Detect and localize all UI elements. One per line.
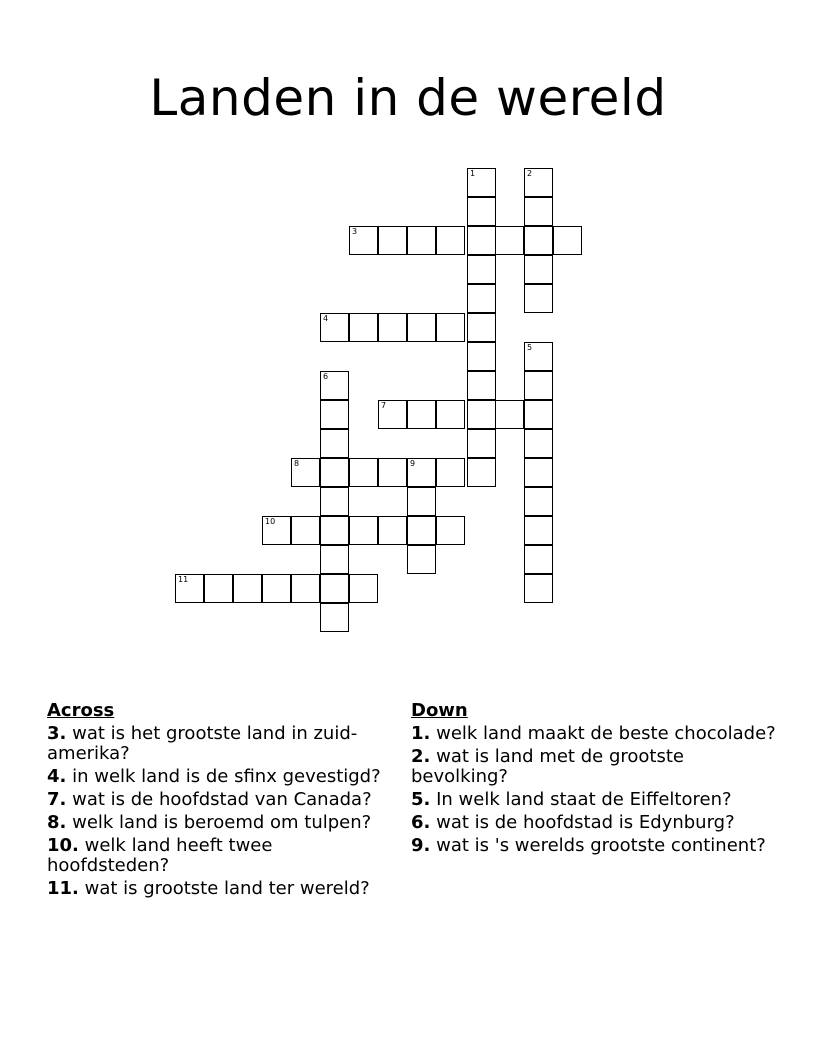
grid-cell[interactable] xyxy=(378,516,407,545)
down-heading: Down xyxy=(411,700,468,721)
clue-text: wat is 's werelds grootste continent? xyxy=(436,835,766,856)
grid-cell[interactable] xyxy=(524,516,553,545)
clue-number: 1. xyxy=(411,723,431,744)
clue-number-label: 7 xyxy=(381,401,387,410)
clue-text: welk land is beroemd om tulpen? xyxy=(72,812,372,833)
grid-cell[interactable] xyxy=(407,487,436,516)
across-clues xyxy=(47,700,392,902)
clue-number-label: 5 xyxy=(527,343,533,352)
grid-cell[interactable] xyxy=(524,574,553,603)
clue-number: 5. xyxy=(411,789,431,810)
clue-number-label: 4 xyxy=(323,314,329,323)
grid-cell[interactable] xyxy=(349,516,378,545)
clue-number: 4. xyxy=(47,766,67,787)
clue-number-label: 8 xyxy=(294,459,300,468)
clue-number-label: 11 xyxy=(178,575,189,584)
grid-cell[interactable] xyxy=(436,516,465,545)
grid-cell[interactable] xyxy=(436,458,465,487)
grid-cell[interactable] xyxy=(378,458,407,487)
clue-number-label: 1 xyxy=(470,169,476,178)
grid-cell[interactable] xyxy=(262,574,291,603)
clue-number: 8. xyxy=(47,812,67,833)
grid-cell[interactable] xyxy=(467,168,496,197)
grid-cell[interactable] xyxy=(436,400,465,429)
grid-cell[interactable] xyxy=(495,226,524,255)
grid-cell[interactable] xyxy=(524,342,553,371)
clue-number-label: 3 xyxy=(352,227,358,236)
clue-text: wat is grootste land ter wereld? xyxy=(84,878,370,899)
down-clues xyxy=(411,700,781,859)
grid-cell[interactable] xyxy=(407,400,436,429)
clue-number-label: 9 xyxy=(410,459,416,468)
grid-cell[interactable] xyxy=(291,458,320,487)
grid-cell[interactable] xyxy=(320,458,349,487)
grid-cell[interactable] xyxy=(349,458,378,487)
grid-cell[interactable] xyxy=(320,545,349,574)
grid-cell[interactable] xyxy=(175,574,204,603)
across-clue xyxy=(47,790,392,810)
clue-text: In welk land staat de Eiffeltoren? xyxy=(436,789,732,810)
grid-cell[interactable] xyxy=(467,429,496,458)
grid-cell[interactable] xyxy=(436,226,465,255)
grid-cell[interactable] xyxy=(378,313,407,342)
grid-cell[interactable] xyxy=(553,226,582,255)
across-clue xyxy=(47,724,392,764)
grid-cell[interactable] xyxy=(436,313,465,342)
grid-cell[interactable] xyxy=(524,226,553,255)
clue-number-label: 10 xyxy=(265,517,276,526)
clue-number: 6. xyxy=(411,812,431,833)
across-clue xyxy=(47,879,392,899)
grid-cell[interactable] xyxy=(320,371,349,400)
clue-text: in welk land is de sfinx gevestigd? xyxy=(72,766,381,787)
down-clue xyxy=(411,836,781,856)
grid-cell[interactable] xyxy=(407,226,436,255)
grid-cell[interactable] xyxy=(495,400,524,429)
grid-cell[interactable] xyxy=(378,226,407,255)
grid-cell[interactable] xyxy=(262,516,291,545)
grid-cell[interactable] xyxy=(320,574,349,603)
grid-cell[interactable] xyxy=(524,371,553,400)
grid-cell[interactable] xyxy=(320,400,349,429)
grid-cell[interactable] xyxy=(467,400,496,429)
across-heading: Across xyxy=(47,700,115,721)
grid-cell[interactable] xyxy=(320,313,349,342)
clue-text: welk land heeft twee hoofdsteden? xyxy=(47,835,273,876)
grid-cell[interactable] xyxy=(524,400,553,429)
clue-number: 9. xyxy=(411,835,431,856)
grid-cell[interactable] xyxy=(378,400,407,429)
grid-cell[interactable] xyxy=(467,313,496,342)
clue-number: 11. xyxy=(47,878,79,899)
down-clue xyxy=(411,724,781,744)
grid-cell[interactable] xyxy=(291,574,320,603)
grid-cell[interactable] xyxy=(524,487,553,516)
grid-cell[interactable] xyxy=(524,284,553,313)
clue-text: wat is de hoofdstad van Canada? xyxy=(72,789,372,810)
grid-cell[interactable] xyxy=(291,516,320,545)
grid-cell[interactable] xyxy=(320,516,349,545)
grid-cell[interactable] xyxy=(407,458,436,487)
grid-cell[interactable] xyxy=(349,313,378,342)
grid-cell[interactable] xyxy=(467,371,496,400)
across-clue xyxy=(47,813,392,833)
grid-cell[interactable] xyxy=(349,574,378,603)
grid-cell[interactable] xyxy=(524,197,553,226)
down-clue xyxy=(411,747,781,787)
clue-number: 10. xyxy=(47,835,79,856)
grid-cell[interactable] xyxy=(524,458,553,487)
grid-cell[interactable] xyxy=(467,284,496,313)
down-clue xyxy=(411,790,781,810)
page-title: Landen in de wereld xyxy=(149,68,667,127)
grid-cell[interactable] xyxy=(467,197,496,226)
grid-cell[interactable] xyxy=(407,545,436,574)
across-clue xyxy=(47,767,392,787)
clue-text: wat is land met de grootste bevolking? xyxy=(411,746,684,787)
grid-cell[interactable] xyxy=(349,226,378,255)
grid-cell[interactable] xyxy=(320,429,349,458)
grid-cell[interactable] xyxy=(320,487,349,516)
grid-cell[interactable] xyxy=(467,255,496,284)
clue-number-label: 6 xyxy=(323,372,329,381)
grid-cell[interactable] xyxy=(524,168,553,197)
clue-number-label: 2 xyxy=(527,169,533,178)
down-clue xyxy=(411,813,781,833)
across-clue xyxy=(47,836,392,876)
grid-cell[interactable] xyxy=(407,516,436,545)
grid-cell[interactable] xyxy=(524,545,553,574)
grid-cell[interactable] xyxy=(467,226,496,255)
grid-cell[interactable] xyxy=(233,574,262,603)
clue-number: 7. xyxy=(47,789,67,810)
grid-cell[interactable] xyxy=(407,313,436,342)
grid-cell[interactable] xyxy=(524,255,553,284)
clue-text: welk land maakt de beste chocolade? xyxy=(436,723,776,744)
grid-cell[interactable] xyxy=(204,574,233,603)
grid-cell[interactable] xyxy=(320,603,349,632)
grid-cell[interactable] xyxy=(467,342,496,371)
clue-text: wat is de hoofdstad is Edynburg? xyxy=(436,812,735,833)
clue-text: wat is het grootste land in zuid-amerika? xyxy=(47,723,358,764)
grid-cell[interactable] xyxy=(467,458,496,487)
grid-cell[interactable] xyxy=(524,429,553,458)
clue-number: 2. xyxy=(411,746,431,767)
clue-number: 3. xyxy=(47,723,67,744)
